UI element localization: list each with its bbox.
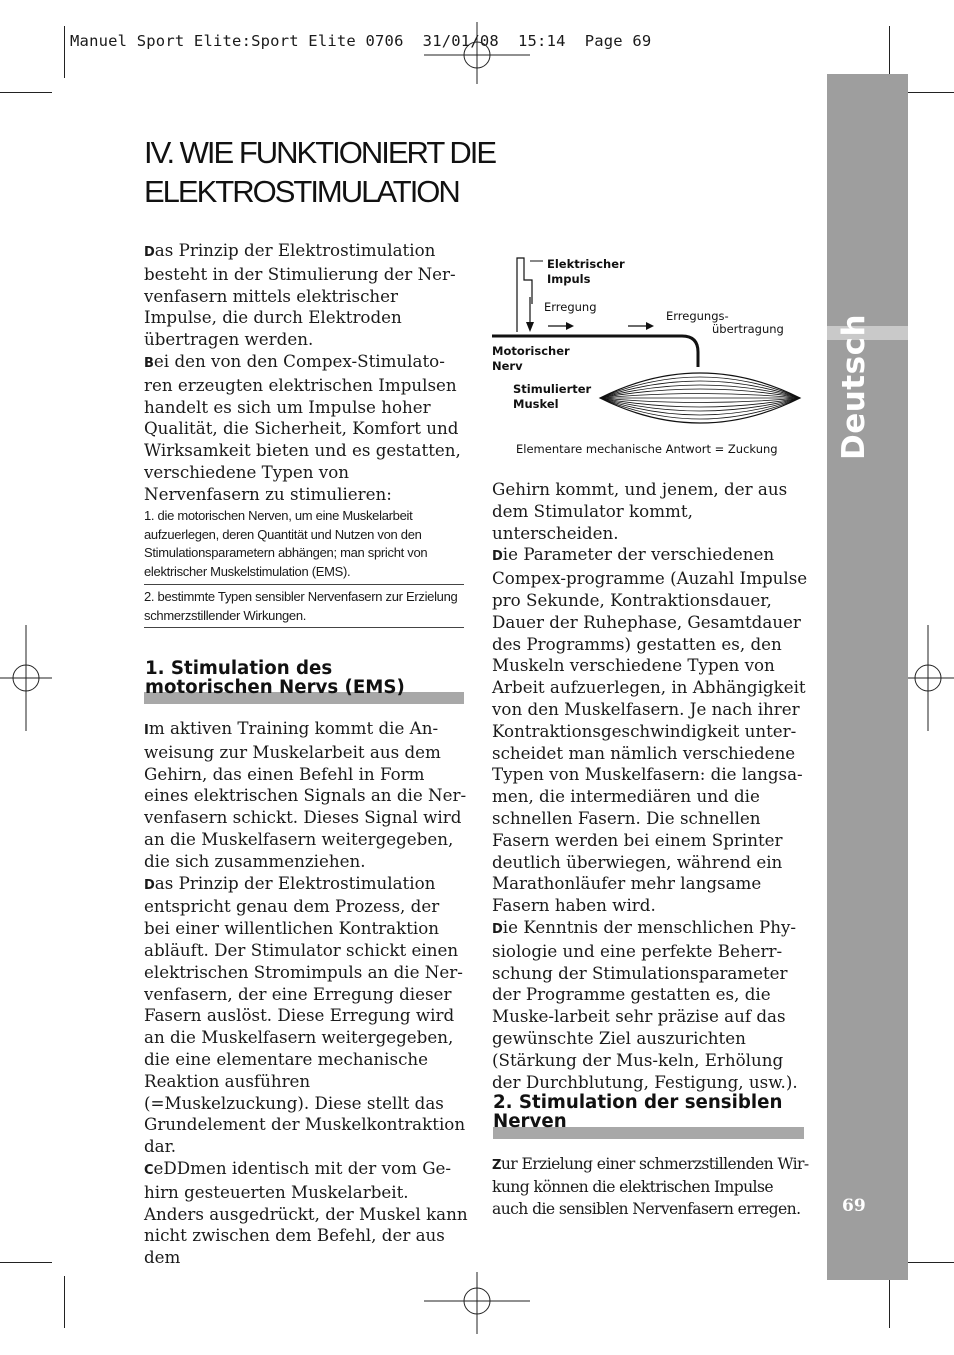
paragraph bbox=[492, 917, 812, 1093]
lead-initial: D bbox=[144, 877, 155, 893]
print-header: Manuel Sport Elite:Sport Elite 0706 31/01/08 15:14 Page 69 bbox=[70, 32, 652, 50]
diagram-graphic bbox=[490, 252, 820, 467]
crop-mark bbox=[0, 92, 52, 93]
page-title bbox=[144, 133, 704, 211]
label-transmission: übertragung bbox=[712, 322, 784, 336]
crop-mark bbox=[0, 1262, 52, 1263]
paragraph-text: ur Erzielung einer schmerzstillenden Wir-kung können die elektrischen Impulse auch die sensiblen Nervenfasern erregen. bbox=[492, 1155, 809, 1218]
lead-initial: C bbox=[144, 1162, 154, 1178]
stimulation-diagram bbox=[490, 252, 820, 467]
lead-initial: D bbox=[144, 245, 155, 260]
registration-mark-icon bbox=[0, 625, 52, 731]
label-nerve: Motorischer bbox=[492, 344, 570, 358]
right-body bbox=[492, 479, 812, 1093]
paragraph bbox=[144, 351, 469, 506]
label-excitation: Erregung bbox=[544, 300, 597, 314]
lead-initial: Z bbox=[492, 1158, 501, 1173]
left-intro bbox=[144, 240, 469, 506]
section-heading: 2. Stimulation der sensiblen Nerven bbox=[493, 1092, 783, 1132]
paragraph bbox=[492, 544, 812, 917]
registration-mark-icon bbox=[424, 1272, 530, 1334]
registration-mark-icon bbox=[424, 22, 530, 84]
crop-mark bbox=[889, 26, 890, 78]
crop-mark bbox=[64, 1276, 65, 1328]
label-muscle: Muskel bbox=[513, 397, 559, 411]
crop-mark bbox=[889, 1276, 890, 1328]
paragraph bbox=[144, 240, 469, 351]
paragraph bbox=[144, 873, 469, 1158]
paragraph bbox=[144, 718, 469, 873]
section-1-body bbox=[144, 718, 469, 1269]
label-impulse: Impuls bbox=[547, 272, 591, 286]
paragraph-text: ei den von den Compex-Stimulato-ren erzeugten elektrischen Impulsen handelt es sich um Impulse hoher Qualität, die Sicherheit, Komfort und Wirksamkeit bieten und es gestatten, verschiedene Typen von Nervenfasern zu stimulieren: bbox=[144, 350, 461, 504]
language-sidebar bbox=[827, 74, 908, 1280]
section-2-body bbox=[492, 1154, 812, 1220]
divider bbox=[144, 627, 464, 628]
registration-mark-icon bbox=[902, 625, 954, 731]
diagram-caption: Elementare mechanische Antwort = Zuckung bbox=[516, 442, 778, 456]
paragraph-text: ie Kenntnis der menschlichen Phy-siologie und eine perfekte Beherr-schung der Stimulationsparameter der Programme gestatten es, die Muske-larbeit sehr präzise auf das gewünschte Ziel auszurichten (Stärkung der Mus-keln, Erhölung der Durchblutung, Festigung, usw.). bbox=[492, 916, 798, 1092]
title-line: IV. WIE FUNKTIONIERT DIE bbox=[144, 135, 496, 170]
note-item: 1. die motorischen Nerven, um eine Muskelarbeit aufzuerlegen, deren Quantität und Nutzen von den Stimulationsparametern abhängen; man spricht von elektrischer Muskelstimulation (EMS). bbox=[144, 508, 428, 579]
label-electric: Elektrischer bbox=[547, 257, 625, 271]
label-muscle: Stimulierter bbox=[513, 382, 592, 396]
paragraph bbox=[144, 1158, 469, 1269]
lead-initial: D bbox=[492, 921, 503, 937]
crop-mark bbox=[903, 1262, 954, 1263]
language-label: Deutsch bbox=[836, 313, 872, 461]
page-number: 69 bbox=[842, 1196, 866, 1216]
paragraph-text: eDDmen identisch mit der vom Ge-hirn gesteuerten Muskelarbeit. Anders ausgedrückt, der Muskel kann nicht zwischen dem Befehl, der aus dem bbox=[144, 1157, 468, 1268]
paragraph-text: as Prinzip der Elektrostimulation besteht in der Stimulierung der Ner-venfasern mittels elektrischer Impulse, die durch Elektroden übertragen werden. bbox=[144, 240, 456, 350]
crop-mark bbox=[64, 26, 65, 78]
note-item: 2. bestimmte Typen sensibler Nervenfasern zur Erzielung schmerzstillender Wirkungen. bbox=[144, 589, 458, 623]
label-transmission: Erregungs- bbox=[666, 309, 729, 323]
label-nerve: Nerv bbox=[492, 359, 523, 373]
lead-initial: D bbox=[492, 549, 503, 565]
section-heading: 1. Stimulation des motorischen Nervs (EMS) bbox=[145, 658, 405, 698]
title-line: ELEKTROSTIMULATION bbox=[144, 174, 459, 209]
paragraph-text: m aktiven Training kommt die An-weisung zur Muskelarbeit aus dem Gehirn, das einen Befehl in Form eines elektrischen Signals an die Ner-venfasern schickt. Dieses Signal wird an die Muskelfasern weitergegeben, die sich zusammenziehen. bbox=[144, 718, 467, 871]
lead-initial: I bbox=[144, 723, 149, 738]
paragraph-text: Gehirn kommt, und jenem, der aus dem Stimulator kommt, unterscheiden. bbox=[492, 479, 788, 543]
lead-initial: B bbox=[144, 355, 154, 371]
divider bbox=[144, 584, 464, 585]
crop-mark bbox=[903, 92, 954, 93]
paragraph-text: ie Parameter der verschiedenen Compex-programme (Auzahl Impulse pro Sekunde, Kontraktionsdauer, Dauer der Ruhephase, Gesamtdauer des Programms) gestatten es, den Muskeln verschiedene Typen von Arbeit aufzuerlegen, in Abhängigkeit von den Muskelfasern. Je nach ihrer Kontraktionsgeschwindigkeit unter-scheidet man nämlich verschiedene Typen von Muskelfasern: die langsa-men, die intermediären und die schnellen Fasern. Die schnellen Fasern werden bei einem Sprinter deutlich überwiegen, während ein Marathonläufer mehr langsame Fasern haben wird. bbox=[492, 544, 808, 916]
paragraph bbox=[492, 1154, 812, 1220]
paragraph-text: as Prinzip der Elektrostimulation entspricht genau dem Prozess, der bei einer willentlichen Kontraktion abläuft. Der Stimulator schickt einen elektrischen Stromimpuls an die Ner-venfasern, der eine Erregung dieser Fasern auslöst. Diese Erregung wird an die Muskelfasern weitergegeben, die eine elementare mechanische Reaktion ausführen (=Muskelzuckung). Diese stellt das Grundelement der Muskelkontraktion dar. bbox=[144, 872, 466, 1157]
